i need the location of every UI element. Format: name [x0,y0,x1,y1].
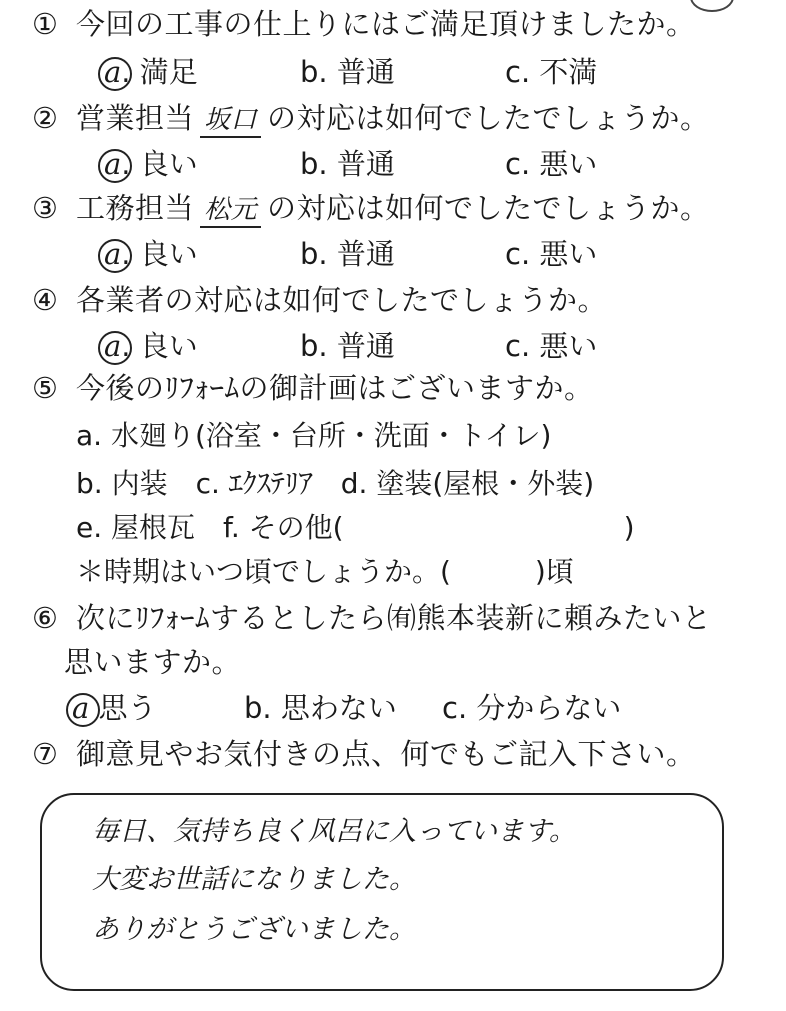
q6-options [0,686,786,726]
option-text: . 満足 [121,55,198,89]
q2-option-c[interactable]: c. 悪い [505,147,598,181]
q4-option-a[interactable] [104,324,198,365]
question-6 [32,596,712,637]
question-2 [32,96,710,137]
question-number: ⑥ [32,601,59,635]
question-number: ③ [32,191,59,225]
question-text-before: 営業担当 [76,101,195,135]
question-number: ② [32,101,59,135]
q2-option-b[interactable]: b. 普通 [300,147,395,181]
q4-option-b[interactable]: b. 普通 [300,329,395,363]
option-text: . 良い [121,329,198,363]
q6-option-b[interactable]: b. 思わない [244,691,397,725]
q1-option-b[interactable]: b. 普通 [300,55,395,89]
question-5 [32,366,594,407]
comment-line-3: ありがとうございました。 [92,914,416,945]
option-text: 思う [89,691,157,725]
q3-option-c[interactable]: c. 悪い [505,237,598,271]
question-number: ⑤ [32,371,59,405]
q4-options [0,324,786,364]
q1-options [0,50,786,90]
comment-line-2: 大変お世話になりました。 [92,864,416,895]
selected-circle: a [104,55,122,89]
q6-option-c[interactable]: c. 分からない [442,691,622,725]
option-text: . 良い [121,237,198,271]
question-4 [32,278,607,319]
staff-name-handwritten: 坂口 [200,99,261,136]
q2-options [0,142,786,182]
comment-line-1: 毎日、気持ち良く风呂に入っています。 [92,816,576,847]
q6-option-a[interactable] [72,686,157,727]
q1-option-a[interactable] [104,50,198,91]
question-7 [32,732,696,773]
question-6-continued: 思いますか。 [64,645,242,679]
question-number: ① [32,7,59,41]
q1-option-c[interactable]: c. 不満 [505,55,598,89]
question-number: ⑦ [32,737,59,771]
q2-option-a[interactable] [104,142,198,183]
q3-options [0,232,786,272]
q5-timing-line: ＊時期はいつ頃でしょうか。( )頃 [76,555,574,588]
top-edge-mark [690,0,734,12]
question-text: 今後のﾘﾌｫｰﾑの御計画はございますか。 [76,371,594,405]
question-text: 次にﾘﾌｫｰﾑするとしたら㈲熊本装新に頼みたいと [76,601,712,635]
q5-line-3: e. 屋根瓦 f. その他( ) [76,511,635,544]
selected-circle: a [104,237,122,271]
question-text: 各業者の対応は如何でしたでしょうか。 [76,283,608,317]
question-text-after: の対応は如何でしたでしょうか。 [267,191,710,225]
question-text: 御意見やお気付きの点、何でもご記入下さい。 [76,737,696,771]
comment-box[interactable] [40,793,724,991]
question-1 [32,2,696,43]
staff-name-handwritten: 松元 [200,189,261,226]
q3-option-b[interactable]: b. 普通 [300,237,395,271]
q5-line-2: b. 内装 c. ｴｸｽﾃﾘｱ d. 塗装(屋根・外装) [76,467,595,500]
selected-circle: a [104,329,122,363]
q4-option-c[interactable]: c. 悪い [505,329,598,363]
q3-option-a[interactable] [104,232,198,273]
selected-circle: a [104,147,122,181]
question-text: 今回の工事の仕上りにはご満足頂けましたか。 [76,7,696,41]
question-number: ④ [32,283,59,317]
question-text-before: 工務担当 [76,191,195,225]
question-text-after: の対応は如何でしたでしょうか。 [267,101,710,135]
option-text: . 良い [121,147,198,181]
question-3 [32,186,710,227]
q5-line-1: a. 水廻り(浴室・台所・洗面・トイレ) [76,419,552,452]
selected-circle: a [72,691,90,725]
